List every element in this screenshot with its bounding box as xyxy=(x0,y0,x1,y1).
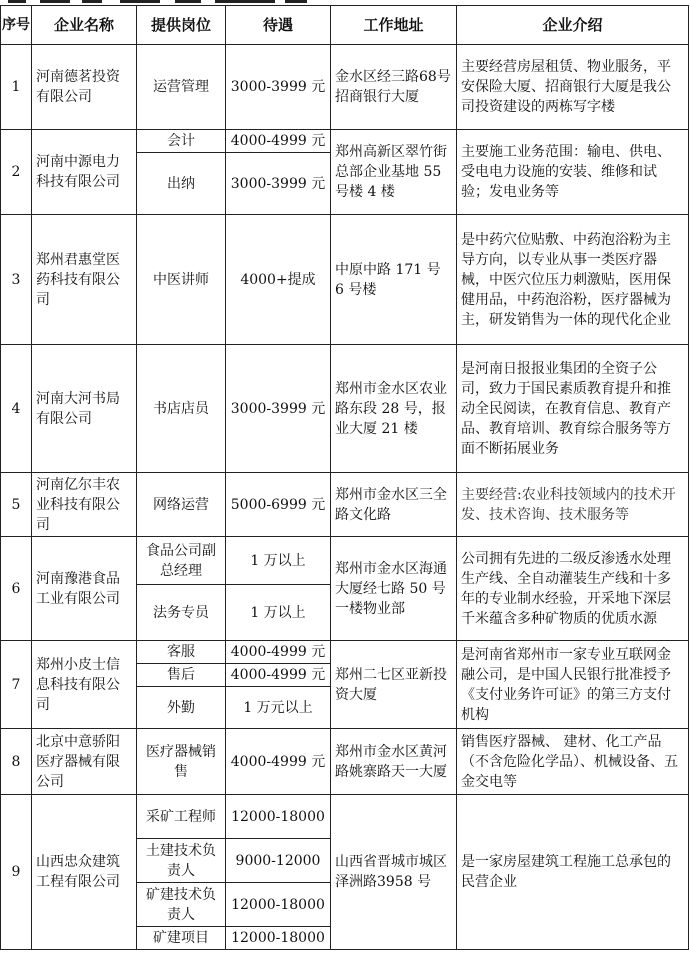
table-row xyxy=(1,795,689,839)
header-company: 企业名称 xyxy=(32,6,137,45)
row-number: 9 xyxy=(1,795,32,950)
position-title: 出纳 xyxy=(137,153,226,215)
work-address: 郑州二七区亚新投资大厦 xyxy=(331,641,457,729)
salary: 4000-4999 元 xyxy=(226,664,331,687)
work-address: 郑州市金水区海通大厦经七路 50 号一楼物业部 xyxy=(331,537,457,641)
company-name: 山西忠众建筑工程有限公司 xyxy=(32,795,137,950)
table-row xyxy=(1,641,689,664)
company-intro: 主要经营房屋租赁、物业服务，平安保险大厦、招商银行大厦是我公司投资建设的两栋写字楼 xyxy=(457,45,689,130)
salary: 4000-4999 元 xyxy=(226,130,331,153)
work-address: 山西省晋城市城区泽洲路3958 号 xyxy=(331,795,457,950)
header-row xyxy=(1,6,689,45)
work-address: 金水区经三路68号招商银行大厦 xyxy=(331,45,457,130)
header-address: 工作地址 xyxy=(331,6,457,45)
position-title: 外勤 xyxy=(137,687,226,729)
work-address: 郑州市金水区黄河路姚寨路天一大厦 xyxy=(331,729,457,795)
row-number: 8 xyxy=(1,729,32,795)
table-row xyxy=(1,215,689,345)
position-title: 矿建项目 xyxy=(137,927,226,950)
jobs-table xyxy=(0,5,689,950)
table-row xyxy=(1,45,689,130)
position-title: 医疗器械销售 xyxy=(137,729,226,795)
position-title: 网络运营 xyxy=(137,473,226,537)
salary: 1 万以上 xyxy=(226,585,331,641)
header-intro: 企业介绍 xyxy=(457,6,689,45)
company-intro: 是河南省郑州市一家专业互联网金融公司，是中国人民银行批准授予《支付业务许可证》的第三方支付机构 xyxy=(457,641,689,729)
company-intro: 主要经营:农业科技领域内的技术开发、技术咨询、技术服务等 xyxy=(457,473,689,537)
position-title: 客服 xyxy=(137,641,226,664)
row-number: 3 xyxy=(1,215,32,345)
company-name: 河南德茗投资有限公司 xyxy=(32,45,137,130)
company-name: 郑州小皮士信息科技有限公司 xyxy=(32,641,137,729)
salary: 4000+提成 xyxy=(226,215,331,345)
salary: 3000-3999 元 xyxy=(226,345,331,473)
row-number: 7 xyxy=(1,641,32,729)
company-intro: 是河南日报报业集团的全资子公司，致力于国民素质教育提升和推动全民阅读，在教育信息、教育产品、教育培训、教育综合服务等方面不断拓展业务 xyxy=(457,345,689,473)
table-row xyxy=(1,130,689,153)
salary: 3000-3999 元 xyxy=(226,153,331,215)
position-title: 中医讲师 xyxy=(137,215,226,345)
company-intro: 是中药穴位贴敷、中药泡浴粉为主导方向，以专业从事一类医疗器械，中医穴位压力刺激贴，医用保健用品，中药泡浴粉，医疗器械为主，研发销售为一体的现代化企业 xyxy=(457,215,689,345)
position-title: 会计 xyxy=(137,130,226,153)
table-row xyxy=(1,729,689,795)
position-title: 法务专员 xyxy=(137,585,226,641)
salary: 3000-3999 元 xyxy=(226,45,331,130)
work-address: 郑州高新区翠竹街总部企业基地 55 号楼 4 楼 xyxy=(331,130,457,215)
row-number: 4 xyxy=(1,345,32,473)
salary: 12000-18000 xyxy=(226,795,331,839)
row-number: 2 xyxy=(1,130,32,215)
row-number: 6 xyxy=(1,537,32,641)
work-address: 中原中路 171 号 6 号楼 xyxy=(331,215,457,345)
table-row xyxy=(1,537,689,585)
company-name: 郑州君惠堂医药科技有限公司 xyxy=(32,215,137,345)
salary: 9000-12000 xyxy=(226,839,331,883)
salary: 12000-18000 xyxy=(226,883,331,927)
header-position: 提供岗位 xyxy=(137,6,226,45)
company-intro: 主要施工业务范围：输电、供电、受电电力设施的安装、维修和试验；发电业务等 xyxy=(457,130,689,215)
header-no: 序号 xyxy=(1,6,32,45)
position-title: 土建技术负责人 xyxy=(137,839,226,883)
company-intro: 是一家房屋建筑工程施工总承包的民营企业 xyxy=(457,795,689,950)
salary: 4000-4999 元 xyxy=(226,641,331,664)
table-row xyxy=(1,345,689,473)
header-salary: 待遇 xyxy=(226,6,331,45)
company-name: 北京中意骄阳医疗器械有限公司 xyxy=(32,729,137,795)
company-name: 河南豫港食品工业有限公司 xyxy=(32,537,137,641)
salary: 1 万元以上 xyxy=(226,687,331,729)
salary: 12000-18000 xyxy=(226,927,331,950)
company-name: 河南中源电力科技有限公司 xyxy=(32,130,137,215)
position-title: 矿建技术负责人 xyxy=(137,883,226,927)
salary: 5000-6999 元 xyxy=(226,473,331,537)
table-row xyxy=(1,473,689,537)
position-title: 书店店员 xyxy=(137,345,226,473)
position-title: 运营管理 xyxy=(137,45,226,130)
salary: 1 万以上 xyxy=(226,537,331,585)
position-title: 采矿工程师 xyxy=(137,795,226,839)
company-name: 河南亿尔丰农业科技有限公司 xyxy=(32,473,137,537)
work-address: 郑州市金水区三全路文化路 xyxy=(331,473,457,537)
company-intro: 销售医疗器械、 建材、化工产品（不含危险化学品）、机械设备、五金交电等 xyxy=(457,729,689,795)
company-name: 河南大河书局有限公司 xyxy=(32,345,137,473)
row-number: 5 xyxy=(1,473,32,537)
salary: 4000-4999 元 xyxy=(226,729,331,795)
position-title: 售后 xyxy=(137,664,226,687)
position-title: 食品公司副总经理 xyxy=(137,537,226,585)
row-number: 1 xyxy=(1,45,32,130)
company-intro: 公司拥有先进的二级反渗透水处理生产线、全自动灌装生产线和十多年的专业制水经验，开采地下深层千米蕴含多种矿物质的优质水源 xyxy=(457,537,689,641)
work-address: 郑州市金水区农业路东段 28 号，报业大厦 21 楼 xyxy=(331,345,457,473)
